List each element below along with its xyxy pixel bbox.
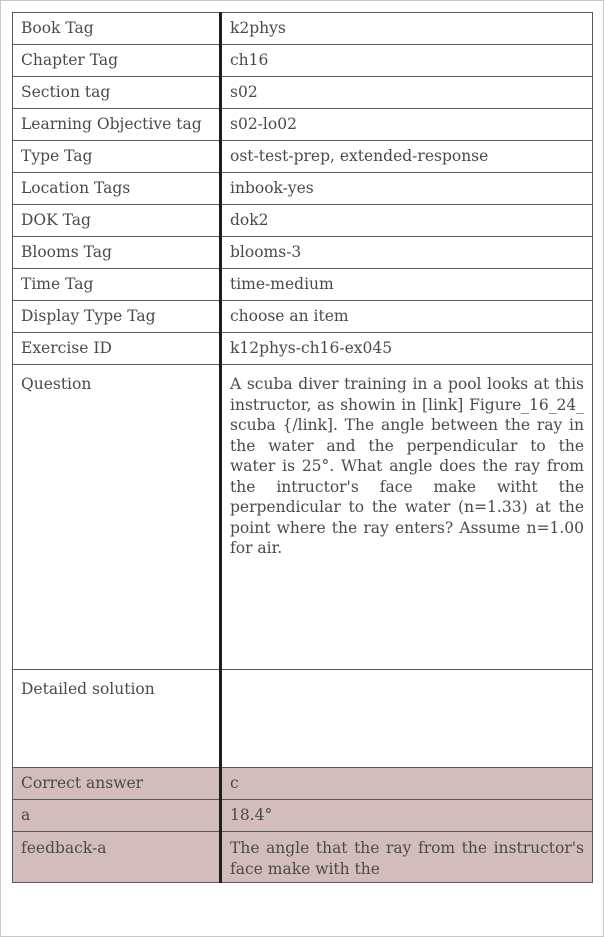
section-tag-label: Section tag: [13, 77, 221, 109]
feedback-a-label: feedback-a: [13, 832, 221, 883]
row-type-tag: [13, 141, 593, 173]
option-a-label: a: [13, 800, 221, 832]
row-feedback-a: [13, 832, 593, 883]
display-type-tag-label: Display Type Tag: [13, 301, 221, 333]
book-tag-value: k2phys: [221, 13, 593, 45]
row-correct-answer: [13, 768, 593, 800]
row-option-a: [13, 800, 593, 832]
detailed-solution-label: Detailed solution: [13, 670, 221, 768]
type-tag-value: ost-test-prep, extended-response: [221, 141, 593, 173]
learning-objective-tag-value: s02-lo02: [221, 109, 593, 141]
row-book-tag: [13, 13, 593, 45]
display-type-tag-value: choose an item: [221, 301, 593, 333]
exercise-metadata-table: [12, 12, 593, 883]
option-a-value: 18.4°: [221, 800, 593, 832]
row-chapter-tag: [13, 45, 593, 77]
location-tags-label: Location Tags: [13, 173, 221, 205]
feedback-a-text: The angle that the ray from the instructor's face make with the: [221, 832, 593, 883]
book-tag-label: Book Tag: [13, 13, 221, 45]
row-blooms-tag: [13, 237, 593, 269]
correct-answer-label: Correct answer: [13, 768, 221, 800]
row-location-tags: [13, 173, 593, 205]
location-tags-value: inbook-yes: [221, 173, 593, 205]
row-dok-tag: [13, 205, 593, 237]
row-learning-objective-tag: [13, 109, 593, 141]
dok-tag-value: dok2: [221, 205, 593, 237]
row-display-type-tag: [13, 301, 593, 333]
question-label: Question: [13, 365, 221, 670]
blooms-tag-label: Blooms Tag: [13, 237, 221, 269]
row-time-tag: [13, 269, 593, 301]
chapter-tag-label: Chapter Tag: [13, 45, 221, 77]
correct-answer-value: c: [221, 768, 593, 800]
exercise-id-value: k12phys-ch16-ex045: [221, 333, 593, 365]
section-tag-value: s02: [221, 77, 593, 109]
type-tag-label: Type Tag: [13, 141, 221, 173]
dok-tag-label: DOK Tag: [13, 205, 221, 237]
detailed-solution-text: [221, 670, 593, 768]
row-section-tag: [13, 77, 593, 109]
row-exercise-id: [13, 333, 593, 365]
learning-objective-tag-label: Learning Objective tag: [13, 109, 221, 141]
row-question: [13, 365, 593, 670]
time-tag-value: time-medium: [221, 269, 593, 301]
time-tag-label: Time Tag: [13, 269, 221, 301]
exercise-id-label: Exercise ID: [13, 333, 221, 365]
row-detailed-solution: [13, 670, 593, 768]
question-text: A scuba diver training in a pool looks at this instructor, as showin in [link] Figure_16_24_ scuba {/link]. The angle between the ray in the water and the perpendicular to the water is 25°. What angle does the ray from the intructor's face make witht the perpendicular to the water (n=1.33) at the point where the ray enters? Assume n=1.00 for air.: [221, 365, 593, 670]
chapter-tag-value: ch16: [221, 45, 593, 77]
blooms-tag-value: blooms-3: [221, 237, 593, 269]
